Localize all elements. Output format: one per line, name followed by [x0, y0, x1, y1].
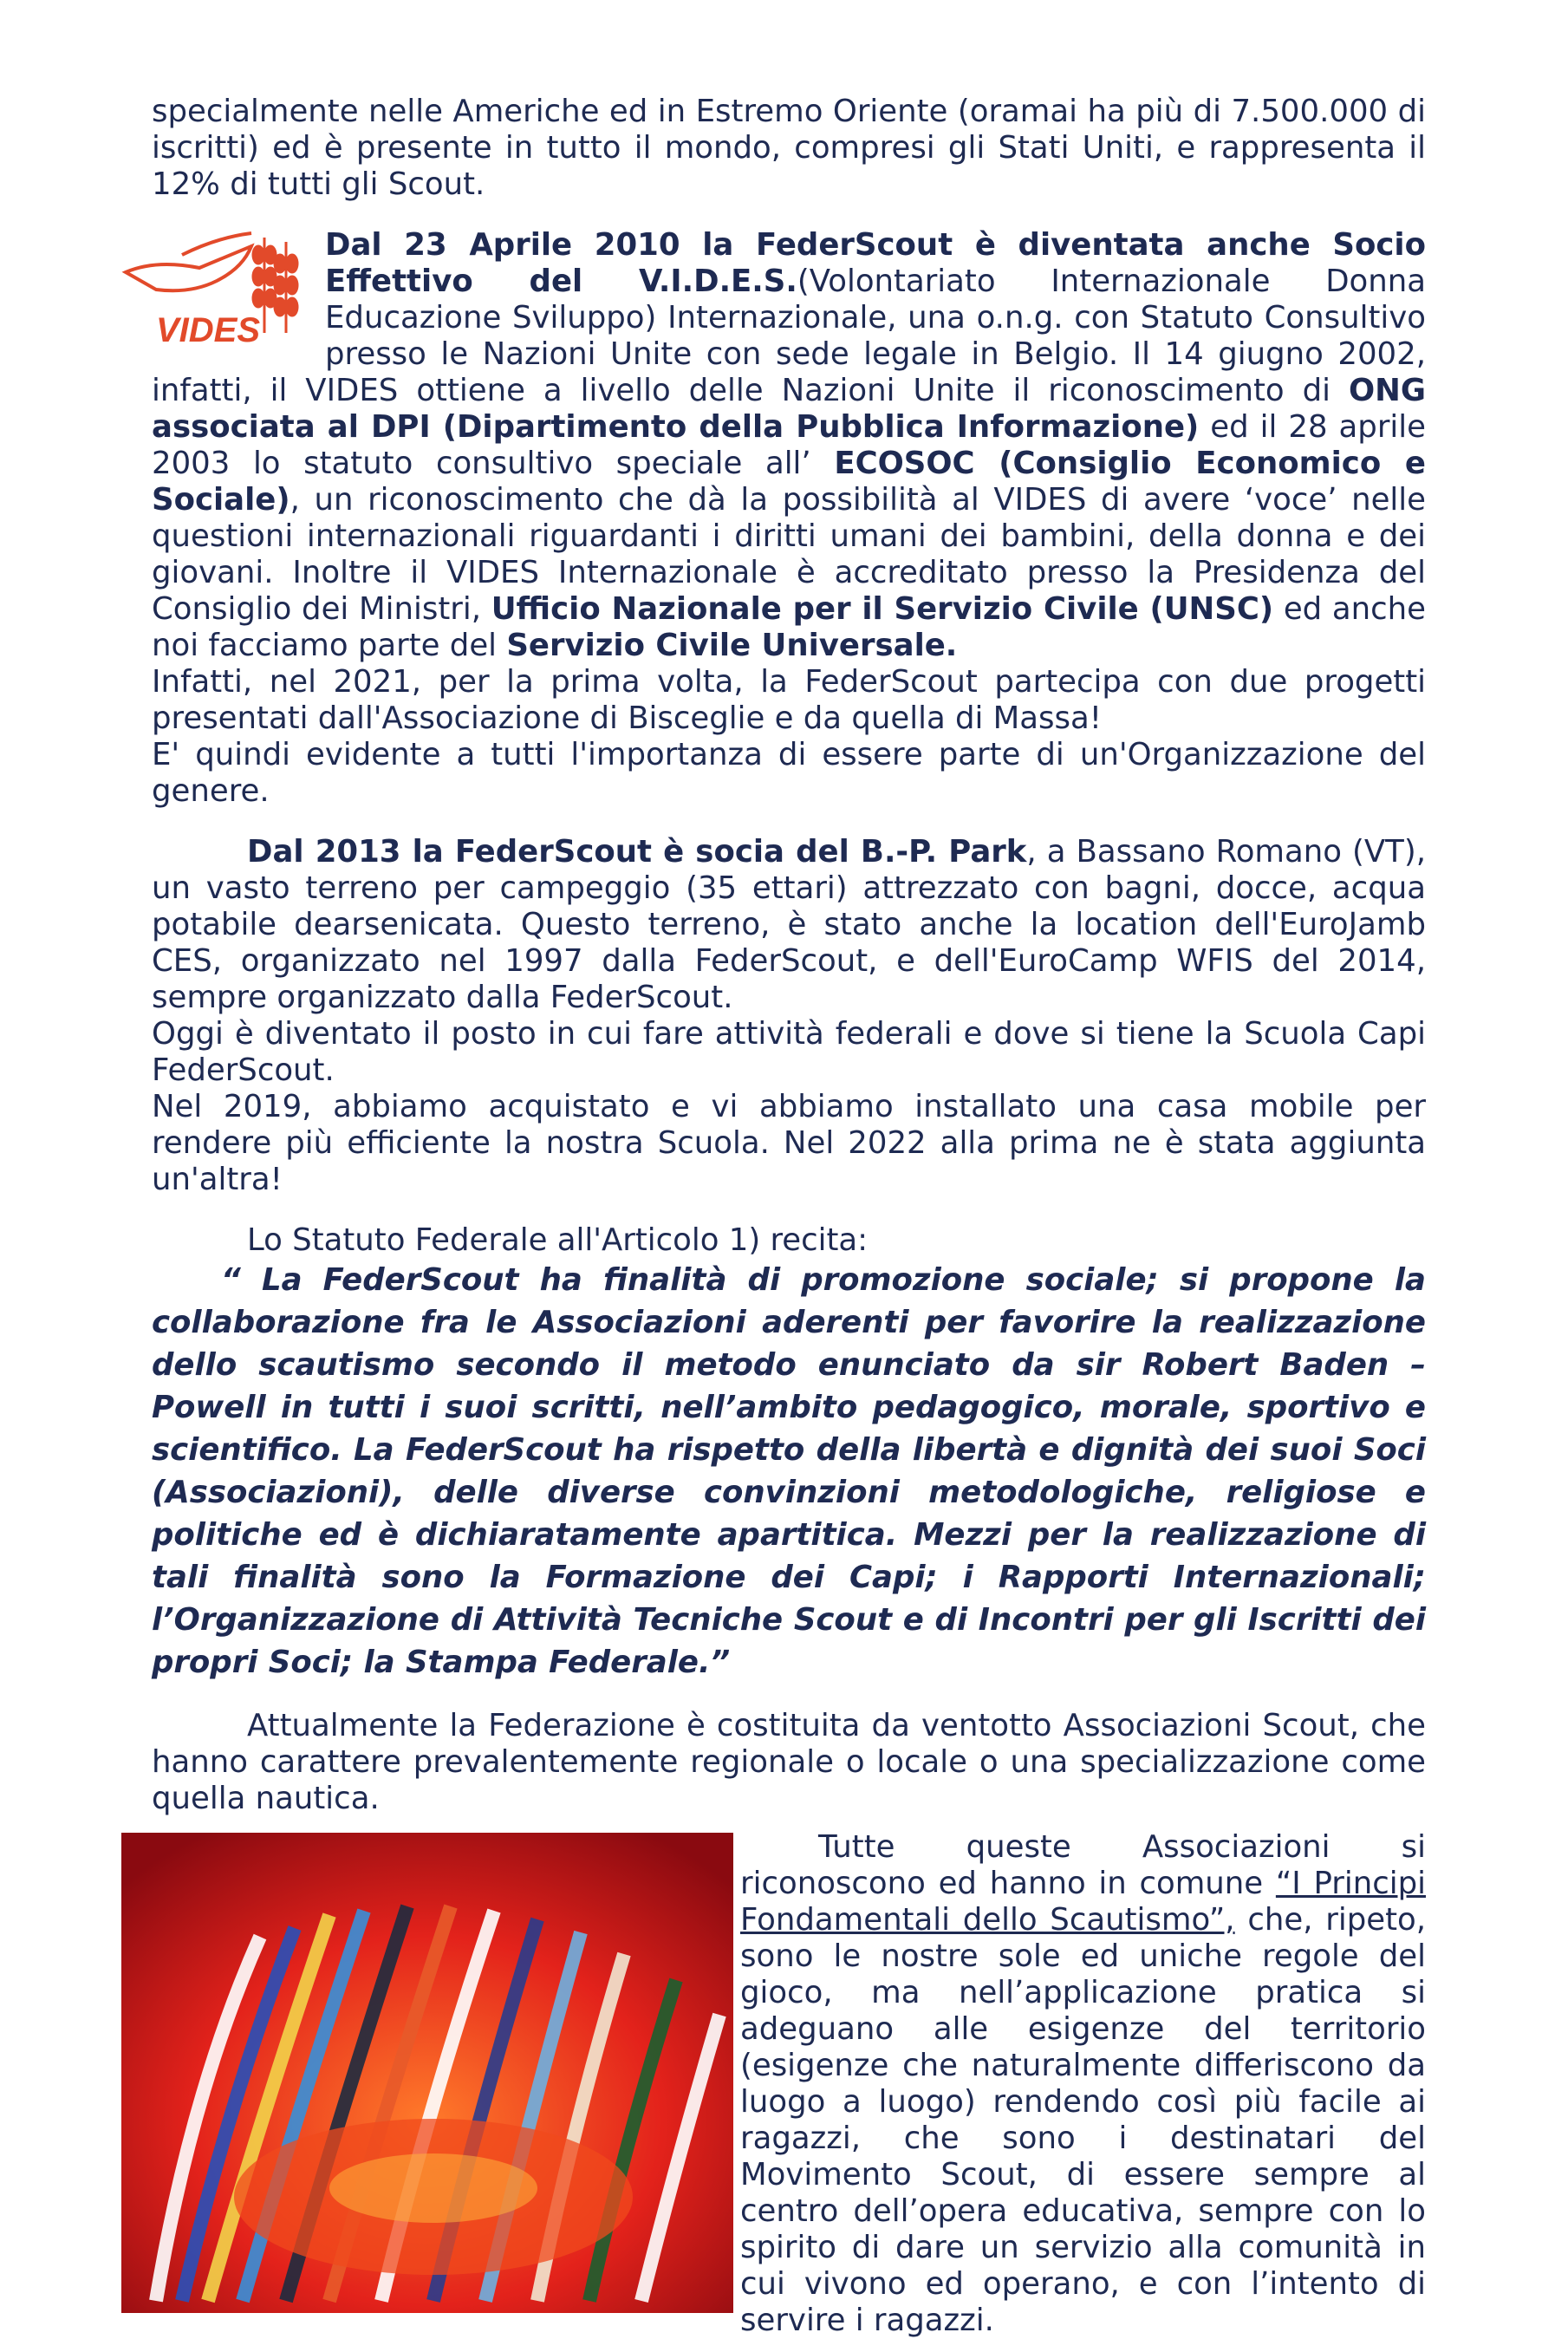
vides-line-2: Infatti, nel 2021, per la prima volta, la FederScout partecipa con due progetti presentati dall'Associazione di Bisceglie e da quella di Massa!	[152, 664, 1426, 736]
vides-logo	[121, 229, 308, 350]
last-section	[152, 1829, 1426, 2339]
statute-quote: “ La FederScout ha finalità di promozione sociale; si propone la collaborazione fra le Associazioni aderenti per favorire la realizzazione dello scautismo secondo il metodo enunciato da sir Robert Baden – Powell in tutti i suoi scritti, nell’ambito pedagogico, morale, sportivo e scientifico. La FederScout ha rispetto della libertà e dignità dei suoi Soci (Associazioni), delle diverse convinzioni metodologiche, religiose e politiche ed è dichiaratamente apartitica. Mezzi per la realizzazione di tali finalità sono la Formazione dei Capi; i Rapporti Internazionali; l’Organizzazione di Attività Tecniche Scout e di Incontri per gli Iscritti dei propri Soci; la Stampa Federale.”	[152, 1262, 1426, 1680]
statute-intro: Lo Statuto Federale all'Articolo 1) recita:	[247, 1222, 869, 1258]
federation-paragraph: Attualmente la Federazione è costituita da ventotto Associazioni Scout, che hanno carattere prevalentemente regionale o locale o una specializzazione come quella nautica.	[152, 1708, 1426, 1816]
document-page	[152, 94, 1426, 2339]
bp-park-line-3: Nel 2019, abbiamo acquistato e vi abbiamo installato una casa mobile per rendere più efficiente la nostra Scuola. Nel 2022 alla prima ne è stata aggiunta un'altra!	[152, 1089, 1426, 1197]
bp-park-paragraph: Dal 2013 la FederScout è socia del B.-P. Park, a Bassano Romano (VT), un vasto terreno per campeggio (35 ettari) attrezzato con bagni, docce, acqua potabile dearsenicata. Questo terreno, è stato anche la location dell'EuroJamb CES, organizzato nel 1997 dalla FederScout, e dell'EuroCamp WFIS del 2014, sempre organizzato dalla FederScout.	[152, 834, 1426, 1015]
scarves-photo	[121, 1833, 733, 2313]
vides-line-3: E' quindi evidente a tutti l'importanza di essere parte di un'Organizzazione del genere.	[152, 737, 1426, 809]
vides-logo-text: VIDES	[156, 311, 261, 349]
vides-heading: Dal 23 Aprile 2010 la FederScout è diventata anche Socio Effettivo del V.I.D.E.S.	[325, 227, 1426, 299]
last-paragraph: Tutte queste Associazioni si riconoscono ed hanno in comune “I Principi Fondamentali dello Scautismo”, che, ripeto, sono le nostre sole ed uniche regole del gioco, ma nell’applicazione pratica si adeguano alle esigenze del territorio (esigenze che naturalmente differiscono da luogo a luogo) rendendo così più facile ai ragazzi, che sono i destinatari del Movimento Scout, di essere sempre al centro dell’opera educativa, sempre con lo spirito di dare un servizio alla comunità in cui vivono ed operano, e con l’intento di servire i ragazzi.	[740, 1829, 1427, 2338]
bp-park-line-2: Oggi è diventato il posto in cui fare attività federali e dove si tiene la Scuola Capi FederScout.	[152, 1016, 1426, 1088]
principi-link[interactable]: “I Principi Fondamentali dello Scautismo”,	[740, 1866, 1426, 1938]
vides-paragraph: VIDES Dal 23 Aprile 2010 la FederScout è diventata anche Socio Effettivo del V.I.D.E.S.(Volontariato Internazionale Donna Educazione Sviluppo) Internazionale, una o.n.g. con Statuto Consultivo presso le Nazioni Unite con sede legale in Belgio. Il 14 giugno 2002, infatti, il VIDES ottiene a livello delle Nazioni Unite il riconoscimento di ONG associata al DPI (Dipartimento della Pubblica Informazione) ed il 28 aprile 2003 lo statuto consultivo speciale all’ ECOSOC (Consiglio Economico e Sociale), un riconoscimento che dà la possibilità al VIDES di avere ‘voce’ nelle questioni internazionali riguardanti i diritti umani dei bambini, della donna e dei giovani. Inoltre il VIDES Internazionale è accreditato presso la Presidenza del Consiglio dei Ministri, Ufficio Nazionale per il Servizio Civile (UNSC) ed anche noi facciamo parte del Servizio Civile Universale.	[152, 227, 1426, 664]
intro-paragraph: specialmente nelle Americhe ed in Estremo Oriente (oramai ha più di 7.500.000 di iscritti) ed è presente in tutto il mondo, compresi gli Stati Uniti, e rappresenta il 12% di tutti gli Scout.	[152, 94, 1426, 202]
